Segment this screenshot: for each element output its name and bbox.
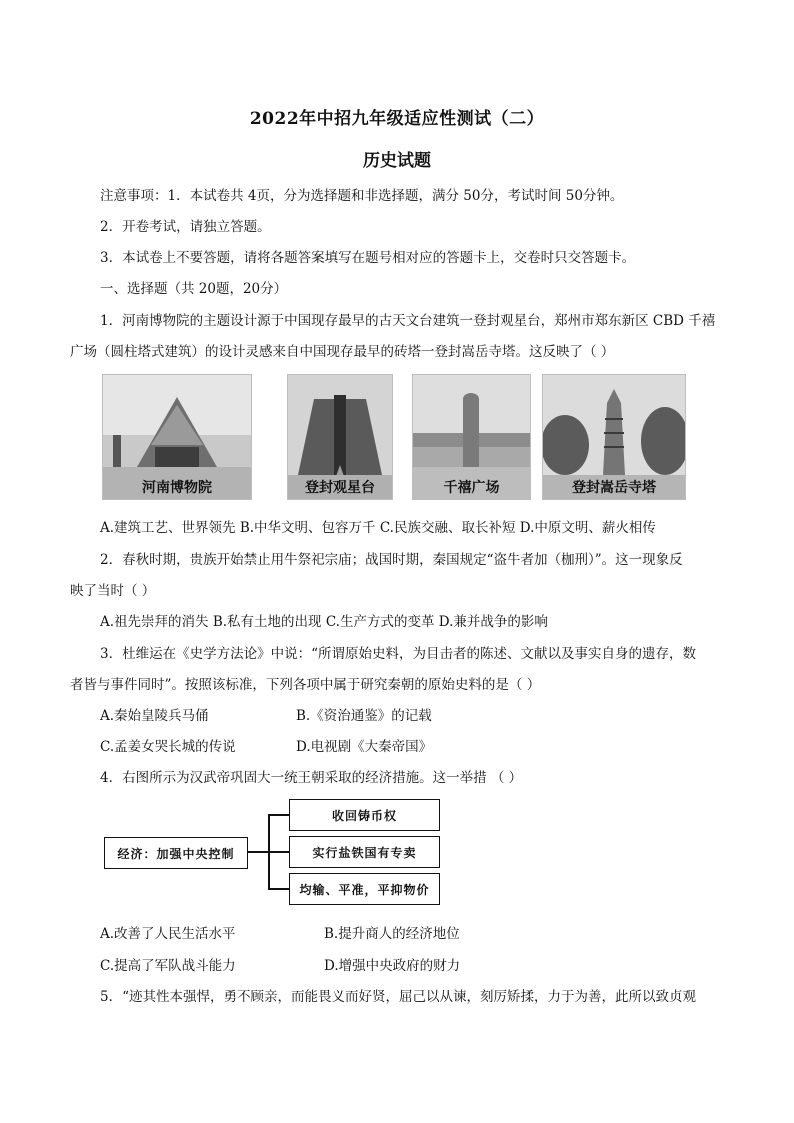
diagram-root-box: 经济：加强中央控制: [104, 837, 248, 869]
notice-line-2: 2．开卷考试，请独立答题。: [100, 219, 271, 235]
diagram-connector: [268, 851, 289, 853]
diagram-connector: [247, 851, 269, 853]
q3-option-d: D.电视剧《大秦帝国》: [296, 739, 433, 755]
diagram-item-box: 均输、平准，平抑物价: [289, 873, 440, 905]
notice-line-1: 注意事项：1．本试卷共 4页，分为选择题和非选择题，满分 50分，考试时间 50分钟。: [100, 188, 624, 204]
q1-options: A.建筑工艺、世界领先 B.中华文明、包容万千 C.民族交融、取长补短 D.中原文明、薪火相传: [100, 520, 656, 536]
photo-guanxing-tai: [287, 374, 393, 500]
diagram-connector: [268, 814, 289, 816]
photo-henan-museum: [102, 374, 252, 500]
section-heading: 一、选择题（共 20题，20分）: [100, 281, 288, 297]
q3-option-a: A.秦始皇陵兵马俑: [100, 708, 209, 724]
q4-option-b: B.提升商人的经济地位: [324, 926, 460, 942]
photo-caption-guanxing-tai: 登封观星台: [305, 480, 375, 496]
q3-option-c: C.孟姜女哭长城的传说: [100, 739, 236, 755]
diagram-item-box: 实行盐铁国有专卖: [289, 836, 440, 868]
q4-option-d: D.增强中央政府的财力: [324, 958, 461, 974]
q2-options: A.祖先崇拜的消失 B.私有土地的出现 C.生产方式的变革 D.兼并战争的影响: [100, 614, 548, 630]
q4-stem-line-1: 4．右图所示为汉武帝巩固大一统王朝采取的经济措施。这一举措 （ ）: [100, 770, 523, 786]
photo-songyue-pagoda: [542, 374, 686, 500]
diagram-connector: [268, 888, 289, 890]
photo-qianxi-square: [412, 374, 531, 500]
q4-option-a: A.改善了人民生活水平: [100, 926, 236, 942]
q2-stem-line-1: 2．春秋时期，贵族开始禁止用牛祭祀宗庙；战国时期，秦国规定“盗牛者加（枷刑）”。这一现象反: [100, 552, 683, 568]
q1-stem-line-1: 1．河南博物院的主题设计源于中国现存最早的古天文台建筑一登封观星台，郑州市郑东新区 CBD 千禧: [100, 313, 716, 329]
photo-caption-qianxi-square: 千禧广场: [443, 480, 500, 496]
q3-stem-line-1: 3．杜维运在《史学方法论》中说：“所谓原始史料，为目击者的陈述、文献以及事实自身的遗存，数: [100, 646, 696, 662]
subject-title: 历史试题: [363, 151, 431, 171]
photo-caption-songyue-pagoda: 登封嵩岳寺塔: [572, 480, 656, 496]
exam-title: 2022年中招九年级适应性测试（二）: [249, 109, 545, 129]
q1-stem-line-2: 广场（圆柱塔式建筑）的设计灵感来自中国现存最早的砖塔一登封嵩岳寺塔。这反映了（ ）: [70, 344, 615, 360]
diagram-item-box: 收回铸币权: [289, 799, 440, 831]
notice-line-3: 3．本试卷上不要答题，请将各题答案填写在题号相对应的答题卡上，交卷时只交答题卡。: [100, 250, 636, 266]
q5-stem-line-1: 5．“迹其性本强悍，勇不顾亲，而能畏义而好贤，屈己以从谏，刻厉矫揉，力于为善，此所以致贞观: [100, 989, 696, 1005]
photo-caption-henan-museum: 河南博物院: [142, 480, 212, 496]
q3-stem-line-2: 者皆与事件同时”。按照该标准，下列各项中属于研究秦朝的原始史料的是（ ）: [70, 677, 541, 693]
q4-option-c: C.提高了军队战斗能力: [100, 958, 236, 974]
q3-option-b: B.《资治通鉴》的记载: [296, 708, 432, 724]
q2-stem-line-2: 映了当时（ ）: [70, 583, 156, 599]
